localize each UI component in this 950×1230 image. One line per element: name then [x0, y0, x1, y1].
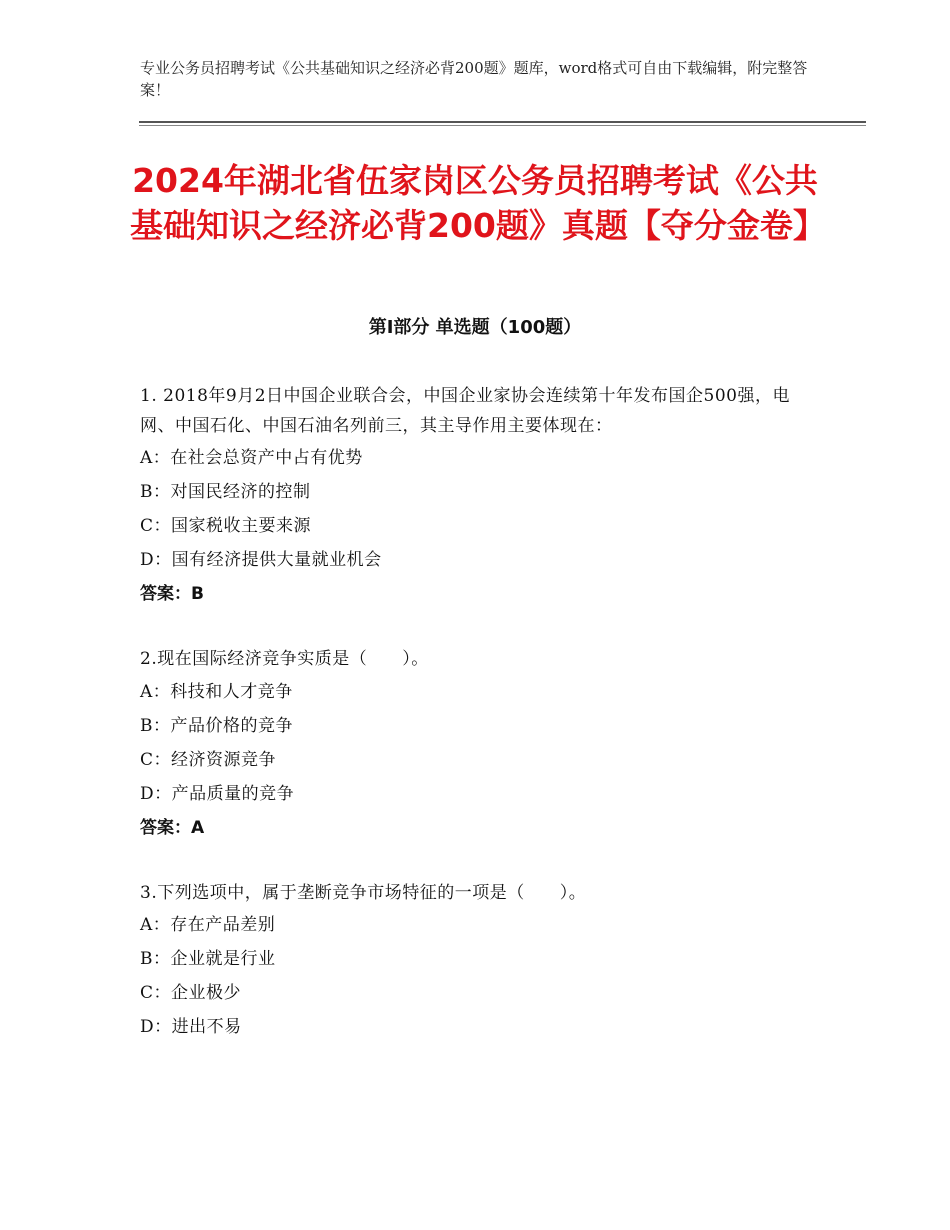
option-b: B：企业就是行业 — [140, 949, 276, 969]
question-3 — [140, 879, 820, 1045]
question-stem: 3.下列选项中，属于垄断竞争市场特征的一项是（ ）。 — [140, 882, 587, 903]
option-a: A：在社会总资产中占有优势 — [140, 448, 363, 468]
question-2 — [140, 645, 820, 845]
question-1 — [140, 382, 820, 611]
option-b: B：产品价格的竞争 — [140, 715, 293, 736]
header-note: 专业公务员招聘考试《公共基础知识之经济必背200题》题库，word格式可自由下载编辑，附完整答案！ — [140, 59, 808, 99]
question-list — [140, 382, 820, 1078]
question-stem: 1. 2018年9月2日中国企业联合会，中国企业家协会连续第十年发布国企500强，电网、中国石化、中国石油名列前三，其主导作用主要体现在： — [140, 386, 790, 436]
option-d: D：进出不易 — [140, 1017, 242, 1037]
header-rule-thin — [139, 125, 866, 126]
answer: 答案：B — [140, 584, 204, 604]
option-d: D：产品质量的竞争 — [140, 783, 295, 804]
option-a: A：科技和人才竞争 — [140, 681, 293, 702]
answer: 答案：A — [140, 817, 205, 838]
option-b: B：对国民经济的控制 — [140, 482, 311, 502]
header-rule-thick — [139, 121, 866, 123]
document-title: 2024年湖北省伍家岗区公务员招聘考试《公共基础知识之经济必背200题》真题【夺分金卷】 — [130, 161, 826, 245]
option-c: C：经济资源竞争 — [140, 749, 277, 770]
question-stem: 2.现在国际经济竞争实质是（ ）。 — [140, 649, 429, 669]
section-title: 第Ⅰ部分 单选题（100题） — [368, 317, 582, 338]
option-a: A：存在产品差别 — [140, 915, 276, 935]
option-d: D：国有经济提供大量就业机会 — [140, 550, 382, 570]
option-c: C：企业极少 — [140, 983, 242, 1003]
option-c: C：国家税收主要来源 — [140, 516, 312, 536]
